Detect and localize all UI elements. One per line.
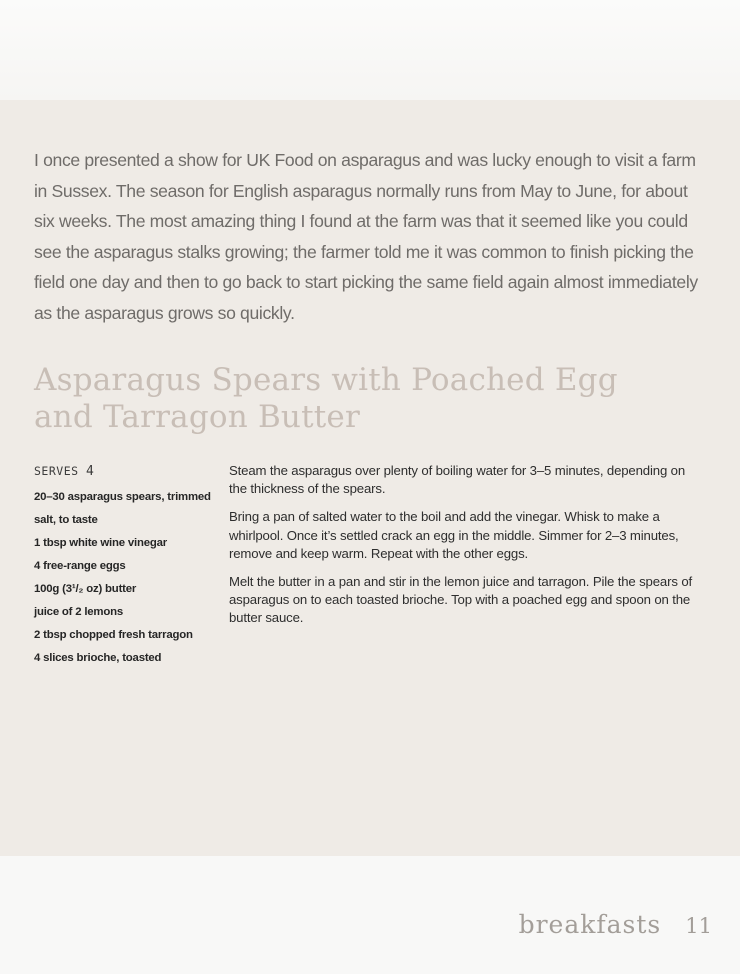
serves-count: 4 [85, 464, 95, 479]
ingredient-item: 4 slices brioche, toasted [34, 651, 162, 664]
ingredient-item: 100g (3¹/₂ oz) butter [34, 582, 137, 595]
serves-line [34, 462, 219, 481]
ingredient-list [34, 489, 219, 666]
section-name: breakfasts [518, 910, 662, 939]
method-step: Melt the butter in a pan and stir in the lemon juice and tarragon. Pile the spears of asparagus on to each toasted brioche. Top with a poached egg and spoon on the butter sauce. [229, 574, 693, 626]
method-step: Steam the asparagus over plenty of boiling water for 3–5 minutes, depending on the thickness of the spears. [229, 463, 686, 497]
ingredient-item: juice of 2 lemons [34, 605, 124, 618]
page-number: 11 [685, 914, 712, 938]
serves-label: SERVES [34, 464, 79, 478]
page-footer [519, 910, 712, 939]
ingredient-item: 2 tbsp chopped fresh tarragon [34, 628, 193, 641]
page-top-margin [0, 0, 740, 100]
method-column [229, 462, 699, 638]
method-step: Bring a pan of salted water to the boil and add the vinegar. Whisk to make a whirlpool. Once it’s settled crack an egg in the middle. Simmer for 2–3 minutes, remove and keep warm. Repeat with the other eggs. [229, 509, 679, 561]
intro-paragraph: I once presented a show for UK Food on asparagus and was lucky enough to visit a farm in Sussex. The season for English asparagus normally runs from May to June, for about six weeks. The most amazing thing I found at the farm was that it seemed like you could see the asparagus stalks growing; the farmer told me it was common to finish picking the field one day and then to go back to start picking the same field again almost immediately as the asparagus grows so quickly. [34, 150, 698, 323]
recipe-title-line-1: Asparagus Spears with Poached Egg [34, 362, 618, 398]
ingredient-item: 1 tbsp white wine vinegar [34, 536, 167, 549]
ingredient-item: 20–30 asparagus spears, trimmed [34, 491, 211, 503]
recipe-title [34, 362, 714, 436]
ingredient-item: salt, to taste [34, 513, 98, 526]
ingredient-item: 4 free-range eggs [34, 559, 126, 572]
ingredients-column [34, 462, 219, 673]
recipe-title-line-2: and Tarragon Butter [34, 399, 360, 435]
